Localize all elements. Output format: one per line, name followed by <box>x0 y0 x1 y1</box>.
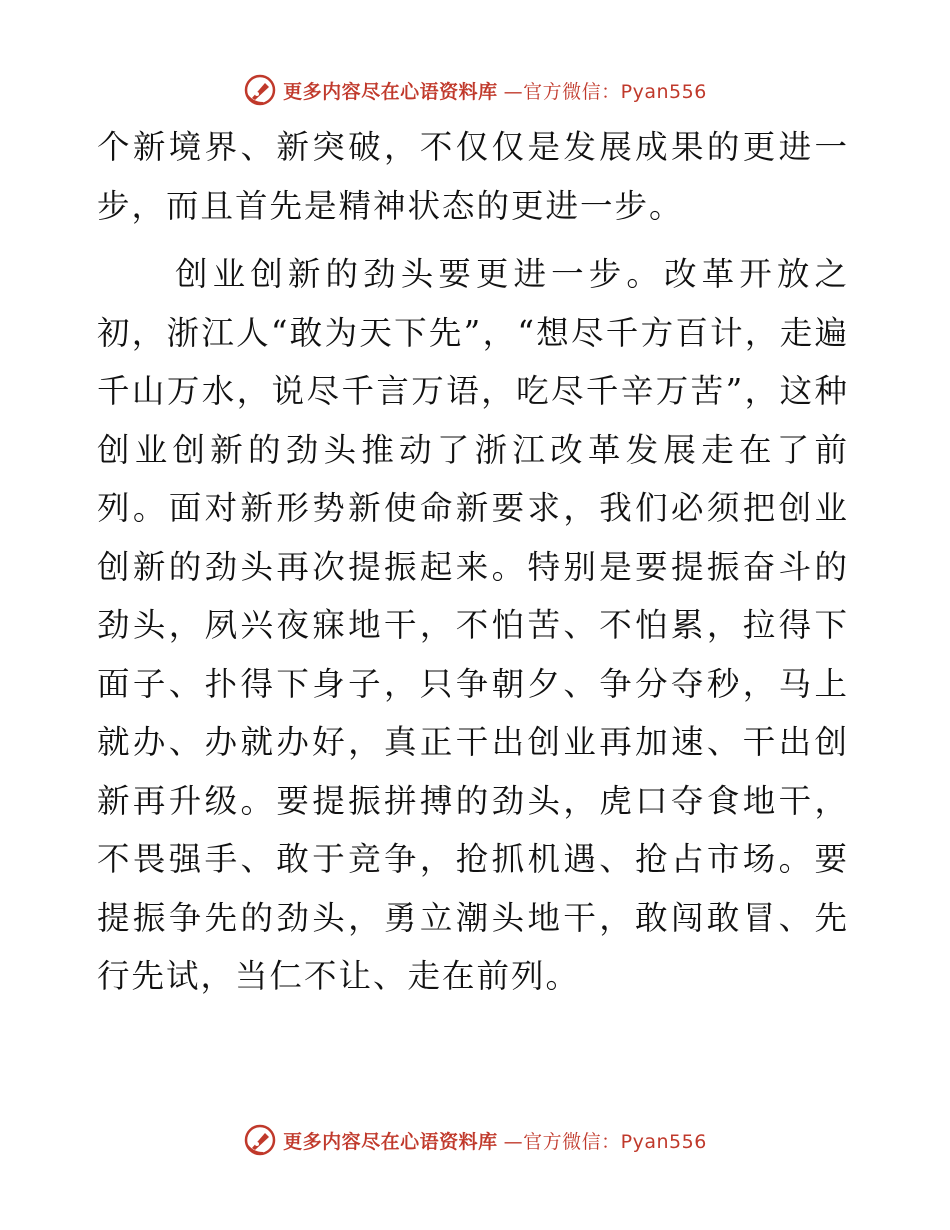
paragraph-1: 个新境界、新突破，不仅仅是发展成果的更进一步，而且首先是精神状态的更进一步。 <box>97 128 849 225</box>
footer-contact-text: —官方微信：Pyan556 <box>503 1130 707 1153</box>
footer-watermark <box>0 1120 950 1160</box>
pen-nib-logo-icon <box>243 1123 277 1157</box>
pen-nib-logo-icon <box>243 73 277 107</box>
header-brand-text: 更多内容尽在心语资料库 <box>283 80 498 103</box>
header-contact-text: —官方微信：Pyan556 <box>503 80 707 103</box>
paragraph-2: 创业创新的劲头要更进一步。改革开放之初，浙江人“敢为天下先”，“想尽千方百计，走遍千山万水，说尽千言万语，吃尽千辛万苦”，这种创业创新的劲头推动了浙江改革发展走在了前列。面对新形势新使命新要求，我们必须把创业创新的劲头再次提振起来。特别是要提振奋斗的劲头，夙兴夜寐地干，不怕苦、不怕累，拉得下面子、扑得下身子，只争朝夕、争分夺秒，马上就办、办就办好，真正干出创业再加速、干出创新再升级。要提振拼搏的劲头，虎口夺食地干，不畏强手、敢于竞争，抢抓机遇、抢占市场。要提振争先的劲头，勇立潮头地干，敢闯敢冒、先行先试，当仁不让、走在前列。 <box>97 255 849 995</box>
header-watermark <box>0 70 950 110</box>
document-body <box>97 118 849 1006</box>
footer-brand-text: 更多内容尽在心语资料库 <box>283 1130 498 1153</box>
